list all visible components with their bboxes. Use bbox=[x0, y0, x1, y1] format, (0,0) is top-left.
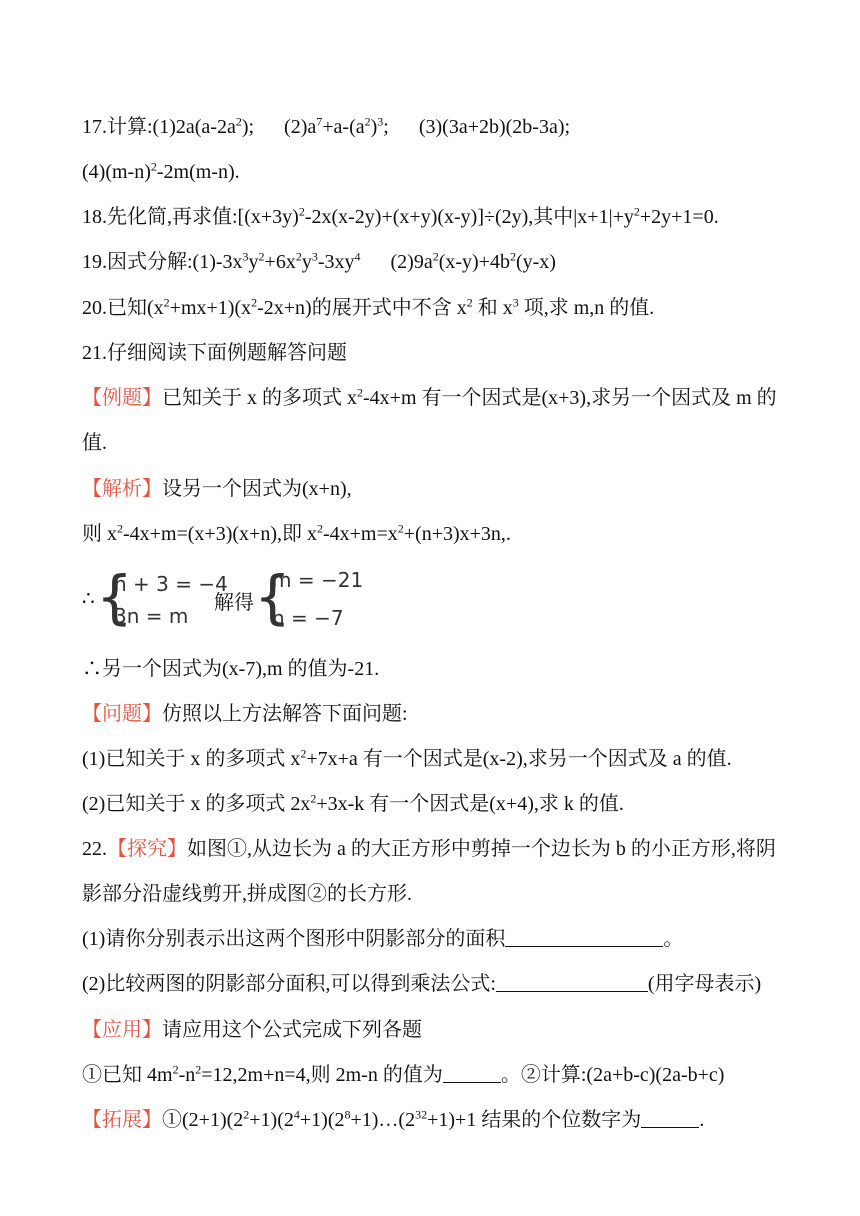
text-span: +1)…(2 bbox=[350, 1109, 416, 1131]
text-span: ①已知 4m bbox=[82, 1064, 173, 1086]
text-span: -4x+m=x bbox=[322, 523, 398, 545]
problem-21-title bbox=[82, 339, 790, 367]
text-span: +1)+1 结果的个位数字为 bbox=[427, 1109, 642, 1131]
text-span: -2x(x-2y)+(x+y)(x-y)]÷(2y),其中|x+1|+y bbox=[304, 206, 634, 228]
text-span: +mx+1)(x bbox=[169, 297, 252, 319]
text-span: ) bbox=[370, 116, 378, 138]
text-span: ∴另一个因式为(x-7),m 的值为-21. bbox=[82, 658, 380, 680]
superscript: 4 bbox=[354, 249, 361, 264]
application-intro bbox=[82, 1016, 790, 1044]
superscript: 2 bbox=[258, 249, 265, 264]
text-span: 21.仔细阅读下面例题解答问题 bbox=[82, 342, 347, 364]
text-span: 值. bbox=[82, 432, 107, 454]
text-span: 20.已知(x bbox=[82, 297, 164, 319]
superscript: 2 bbox=[300, 746, 307, 761]
superscript: 2 bbox=[195, 1062, 202, 1077]
example-line-1 bbox=[82, 384, 790, 412]
superscript: 2 bbox=[172, 1062, 179, 1077]
question-2 bbox=[82, 790, 790, 818]
text-span: +3x-k 有一个因式是(x+4),求 k 的值. bbox=[316, 793, 624, 815]
text-span: =12,2m+n=4,则 2m-n 的值为 bbox=[201, 1064, 443, 1086]
solution-line-1 bbox=[82, 475, 790, 503]
superscript: 2 bbox=[310, 791, 317, 806]
text-span: ; (3)(3a+2b)(2b-3a); bbox=[383, 116, 571, 138]
superscript: 2 bbox=[251, 295, 258, 310]
superscript: 2 bbox=[432, 249, 439, 264]
text-span: 。②计算:(2a+b-c)(2a-b+c) bbox=[500, 1064, 725, 1086]
superscript: 2 bbox=[509, 249, 516, 264]
superscript: 2 bbox=[357, 385, 363, 400]
left-brace-2: { bbox=[254, 563, 291, 631]
therefore-symbol: ∴ bbox=[82, 588, 95, 610]
answer-blank[interactable] bbox=[505, 926, 663, 947]
conclusion bbox=[82, 655, 790, 683]
problem-22-part-1 bbox=[82, 925, 790, 953]
superscript: 2 bbox=[316, 521, 323, 536]
text-span: ①(2+1)(2 bbox=[162, 1109, 244, 1131]
text-span: (x-y)+4b bbox=[438, 251, 510, 273]
explore-tag: 【探究】 bbox=[107, 838, 187, 860]
text-span: +7x+a 有一个因式是(x-2),求另一个因式及 a 的值. bbox=[306, 748, 732, 770]
solution-tag: 【解析】 bbox=[82, 478, 162, 500]
text-span: (1)请你分别表示出这两个图形中阴影部分的面积 bbox=[82, 928, 506, 950]
text-span: +1)(2 bbox=[299, 1109, 345, 1131]
text-span: (2)9a bbox=[360, 251, 433, 273]
text-span: . bbox=[699, 1109, 705, 1131]
text-span: (4)(m-n) bbox=[82, 161, 151, 183]
superscript: 2 bbox=[633, 204, 640, 219]
extension-tag: 【拓展】 bbox=[82, 1109, 162, 1131]
text-span: 已知关于 x 的多项式 x bbox=[162, 387, 357, 409]
problem-22-line-2 bbox=[82, 880, 790, 908]
equation-2: 3n = m bbox=[114, 604, 189, 628]
text-span: -4x+m=(x+3)(x+n),即 x bbox=[123, 523, 317, 545]
superscript: 2 bbox=[298, 204, 305, 219]
text-span: (2)比较两图的阴影部分面积,可以得到乘法公式: bbox=[82, 973, 496, 995]
superscript: 2 bbox=[364, 114, 371, 129]
solve-label: 解得 bbox=[214, 592, 254, 614]
problem-20 bbox=[82, 294, 790, 322]
superscript: 2 bbox=[397, 521, 404, 536]
text-span: +6x bbox=[264, 251, 296, 273]
question-tag: 【问题】 bbox=[82, 703, 162, 725]
text-span: 17.计算:(1)2a(a-2a bbox=[82, 116, 236, 138]
superscript: 4 bbox=[293, 1107, 300, 1122]
text-span: +(n+3)x+3n,. bbox=[403, 523, 511, 545]
extension-question bbox=[82, 1106, 790, 1134]
text-span: 仿照以上方法解答下面问题: bbox=[162, 703, 408, 725]
text-span: 和 x bbox=[472, 297, 513, 319]
text-span: (用字母表示) bbox=[647, 973, 762, 995]
problem-22-line-1 bbox=[82, 835, 790, 863]
superscript: 2 bbox=[163, 295, 170, 310]
superscript: 32 bbox=[415, 1107, 428, 1122]
superscript: 3 bbox=[311, 249, 318, 264]
text-span: 项,求 m,n 的值. bbox=[518, 297, 655, 319]
equation-system bbox=[82, 563, 382, 634]
application-questions bbox=[82, 1061, 790, 1089]
superscript: 2 bbox=[235, 114, 242, 129]
text-span: y bbox=[248, 251, 259, 273]
text-span: 影部分沿虚线剪开,拼成图②的长方形. bbox=[82, 883, 412, 905]
question-1 bbox=[82, 745, 790, 773]
text-span: 18.先化简,再求值:[(x+3y) bbox=[82, 206, 299, 228]
superscript: 2 bbox=[295, 249, 302, 264]
superscript: 2 bbox=[243, 1107, 250, 1122]
text-span: (2)已知关于 x 的多项式 2x bbox=[82, 793, 311, 815]
example-tag: 【例题】 bbox=[82, 387, 162, 409]
superscript: 3 bbox=[242, 249, 249, 264]
superscript: 2 bbox=[466, 295, 473, 310]
text-span: (1)已知关于 x 的多项式 x bbox=[82, 748, 301, 770]
example-line-2 bbox=[82, 429, 790, 457]
text-span: ); (2)a bbox=[241, 116, 317, 138]
equation-4: n = −7 bbox=[272, 606, 344, 630]
application-tag: 【应用】 bbox=[82, 1019, 162, 1041]
superscript: 8 bbox=[344, 1107, 351, 1122]
superscript: 3 bbox=[377, 114, 384, 129]
solution-line-2 bbox=[82, 520, 790, 548]
equation-1: n + 3 = −4 bbox=[114, 572, 228, 596]
left-brace-1: { bbox=[96, 563, 133, 631]
text-span: 设另一个因式为(x+n), bbox=[162, 478, 352, 500]
superscript: 2 bbox=[150, 159, 157, 174]
text-span: 请应用这个公式完成下列各题 bbox=[162, 1019, 422, 1041]
text-span: 则 x bbox=[82, 523, 117, 545]
equation-3: m = −21 bbox=[272, 568, 364, 592]
problem-17-line-2 bbox=[82, 158, 790, 186]
text-span: 22. bbox=[82, 838, 107, 860]
text-span: -n bbox=[178, 1064, 196, 1086]
text-span: -4x+m 有一个因式是(x+3),求另一个因式及 m 的 bbox=[363, 387, 777, 409]
answer-blank[interactable] bbox=[443, 1062, 501, 1083]
problem-22-part-2 bbox=[82, 970, 790, 998]
problem-18 bbox=[82, 203, 790, 231]
text-span: +2y+1=0. bbox=[639, 206, 719, 228]
answer-blank[interactable] bbox=[496, 971, 648, 992]
question-intro bbox=[82, 700, 790, 728]
superscript: 3 bbox=[512, 295, 519, 310]
answer-blank[interactable] bbox=[641, 1107, 699, 1128]
text-span: -3xy bbox=[317, 251, 355, 273]
text-span: 。 bbox=[663, 928, 684, 950]
text-span: 如图①,从边长为 a 的大正方形中剪掉一个边长为 b 的小正方形,将阴 bbox=[187, 838, 776, 860]
superscript: 2 bbox=[117, 521, 123, 536]
text-span: 19.因式分解:(1)-3x bbox=[82, 251, 243, 273]
text-span: +1)(2 bbox=[249, 1109, 294, 1131]
text-span: -2m(m-n). bbox=[156, 161, 240, 183]
superscript: 7 bbox=[316, 114, 323, 129]
text-span: -2x+n)的展开式中不含 x bbox=[257, 297, 467, 319]
text-span: (y-x) bbox=[515, 251, 556, 273]
problem-19 bbox=[82, 248, 790, 276]
text-span: y bbox=[301, 251, 312, 273]
problem-17-line-1 bbox=[82, 113, 790, 141]
text-span: +a-(a bbox=[322, 116, 365, 138]
